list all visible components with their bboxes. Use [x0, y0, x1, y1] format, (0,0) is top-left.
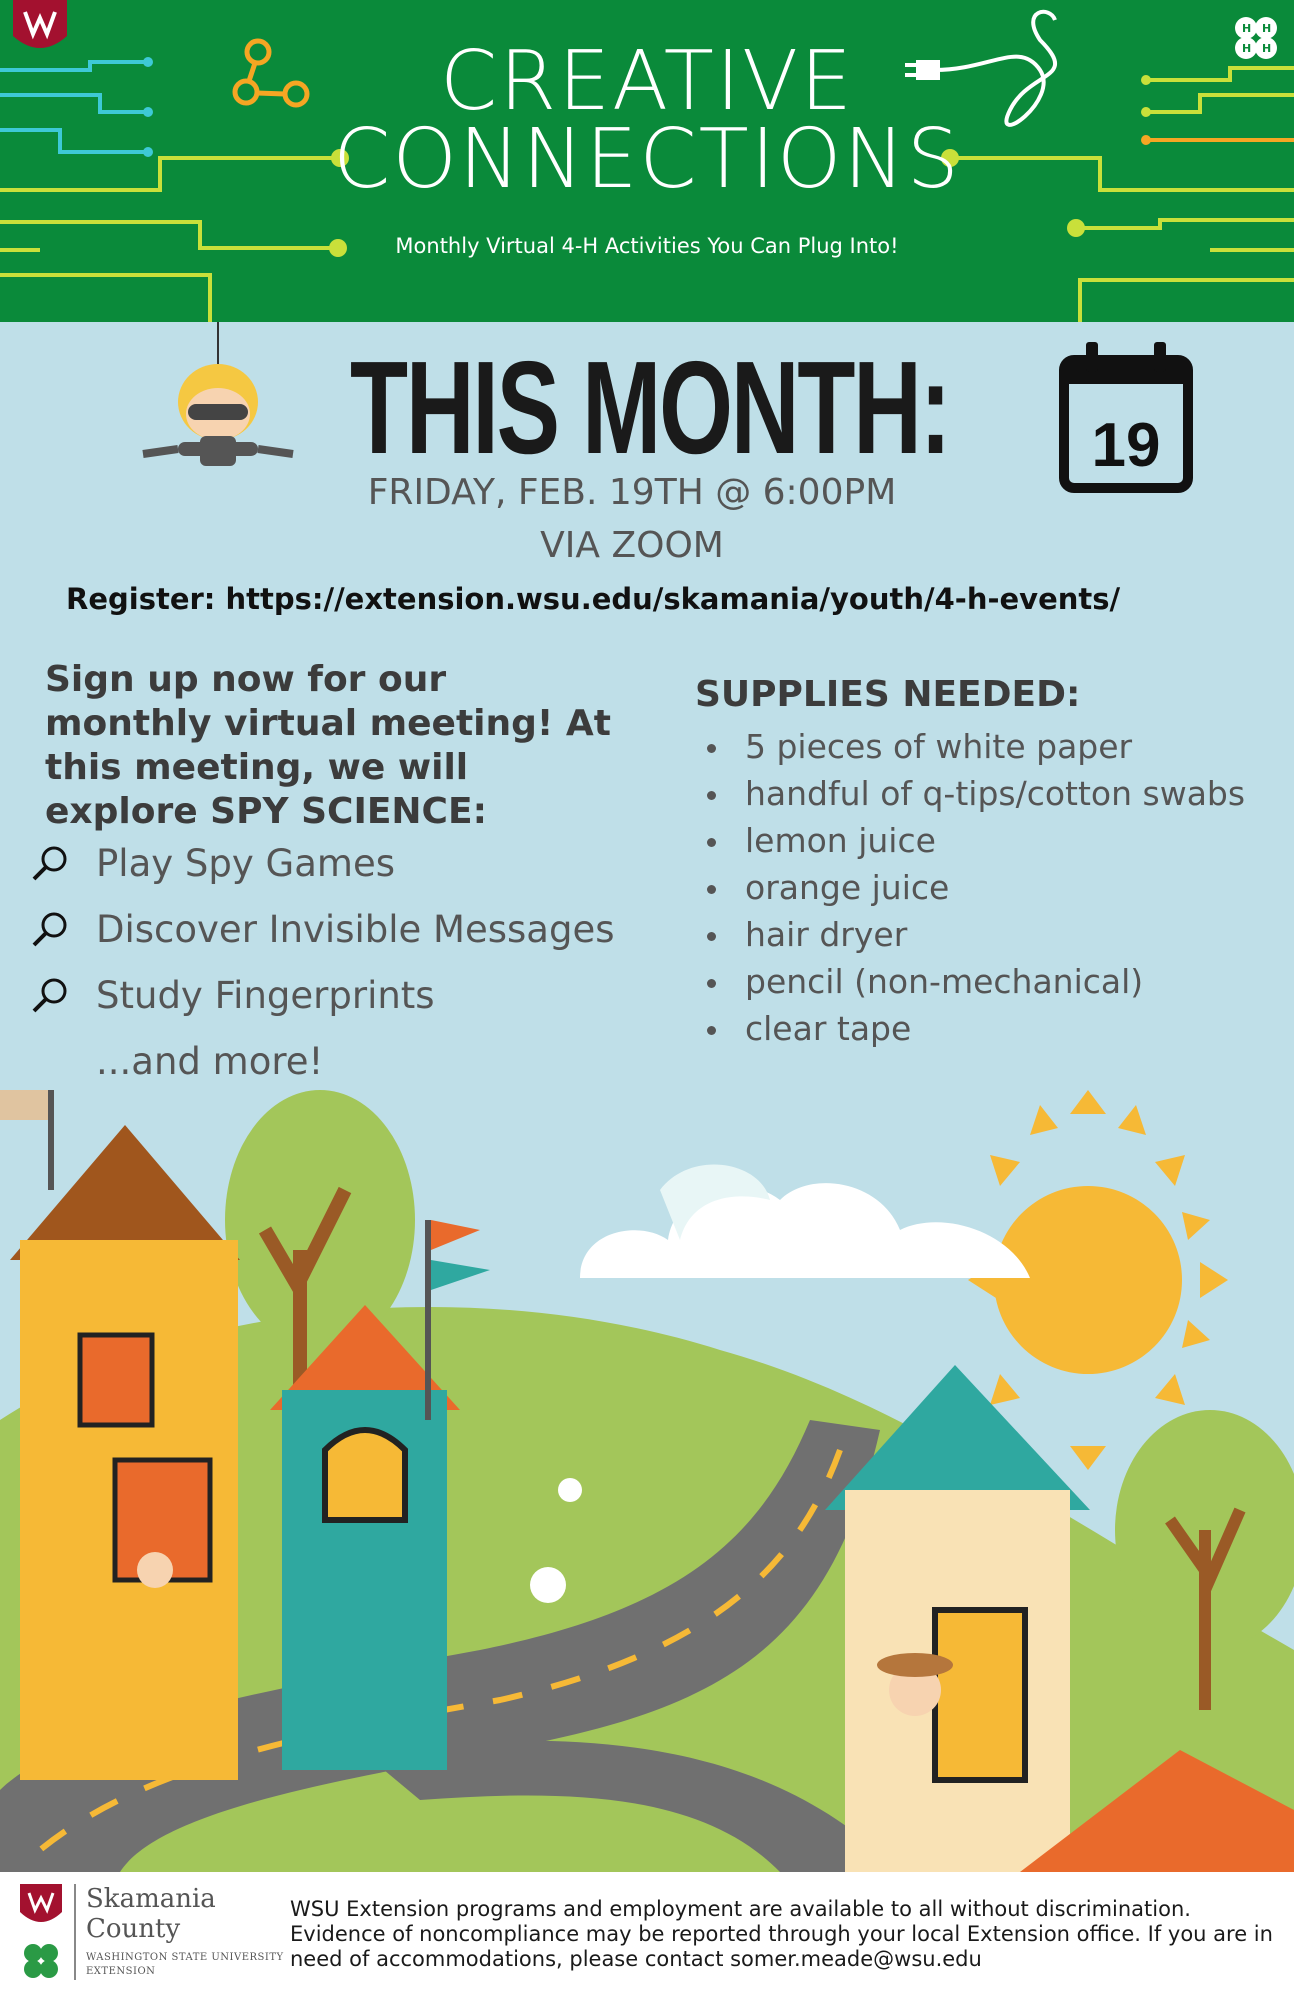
supply-item: lemon juice [705, 817, 1245, 864]
event-platform: VIA ZOOM [540, 525, 724, 566]
spy-kid-illustration [138, 322, 298, 472]
magnifier-icon [30, 910, 70, 950]
county-name-line1: Skamania [86, 1884, 216, 1914]
svg-text:H: H [1262, 42, 1272, 55]
house-icon [0, 1090, 240, 1780]
activity-label: Study Fingerprints [96, 974, 435, 1017]
footer-divider [74, 1884, 76, 1980]
supply-item: orange juice [705, 864, 1245, 911]
title-line-1: CREATIVE [440, 34, 854, 129]
supply-item: hair dryer [705, 911, 1245, 958]
and-more-text: ...and more! [96, 1040, 324, 1083]
extension-label: EXTENSION [86, 1966, 156, 1977]
supplies-heading: SUPPLIES NEEDED: [695, 674, 1081, 715]
activity-item [30, 974, 435, 1017]
svg-text:H: H [1262, 22, 1272, 35]
event-date: FRIDAY, FEB. 19TH @ 6:00PM [367, 472, 897, 513]
supply-item: 5 pieces of white paper [705, 723, 1245, 770]
neighborhood-illustration [0, 1090, 1294, 1872]
wsu-footer-logo [20, 1884, 62, 1930]
svg-text:H: H [1242, 42, 1252, 55]
calendar-day: 19 [1091, 411, 1161, 480]
tree-icon [225, 1090, 415, 1350]
activity-label: Discover Invisible Messages [96, 908, 615, 951]
register-link[interactable]: Register: https://extension.wsu.edu/skamania/youth/4-h-events/ [66, 582, 1121, 616]
magnifier-icon [30, 976, 70, 1016]
supplies-list [705, 723, 1245, 1052]
disclaimer-text: WSU Extension programs and employment are available to all without discrimination. Evidence of noncompliance may be reported through your local Extension office. If you are in need of accommodations, please contact somer.meade@wsu.edu [290, 1897, 1273, 1971]
activity-label: Play Spy Games [96, 842, 395, 885]
cloud-icon [580, 1165, 1030, 1278]
header-banner [0, 0, 1294, 322]
activity-item [30, 908, 615, 951]
title-line-2: CONNECTIONS [333, 112, 961, 207]
this-month-heading: THIS MONTH: [350, 334, 950, 481]
county-name-line2: County [86, 1914, 181, 1944]
clover-footer-logo [20, 1940, 62, 1982]
magnifier-icon [30, 844, 70, 884]
subtitle: Monthly Virtual 4-H Activities You Can Plug Into! [395, 234, 899, 258]
intro-text: Sign up now for our monthly virtual meeting! At this meeting, we will explore SPY SCIENCE: [45, 659, 611, 832]
supply-item: pencil (non-mechanical) [705, 958, 1245, 1005]
activity-item [30, 842, 395, 885]
supply-item: handful of q-tips/cotton swabs [705, 770, 1245, 817]
supply-item: clear tape [705, 1005, 1245, 1052]
wsu-name: WASHINGTON STATE UNIVERSITY [86, 1952, 284, 1963]
svg-text:H: H [1242, 22, 1252, 35]
